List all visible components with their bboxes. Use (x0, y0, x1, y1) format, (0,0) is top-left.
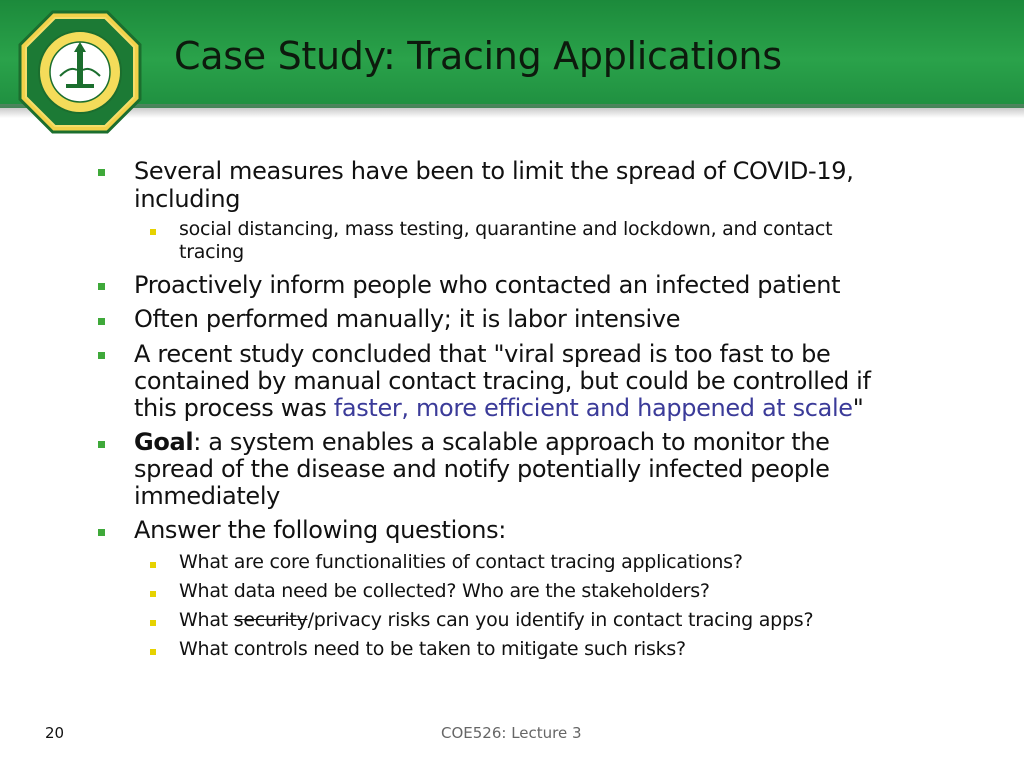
bullet-text: spread of the disease and notify potentially infected people (134, 455, 830, 483)
bullet-text: contained by manual contact tracing, but could be controlled if (134, 367, 871, 395)
bullet-text (134, 428, 830, 456)
bullet-text: Proactively inform people who contacted an infected patient (134, 271, 841, 299)
slide-title: Case Study: Tracing Applications (174, 34, 782, 78)
bullet-marker (98, 441, 105, 448)
struck-word: security (233, 609, 308, 631)
bullet-marker (98, 283, 105, 290)
bullet-text: A recent study concluded that "viral spread is too fast to be (134, 340, 831, 368)
sub-bullet-text: What data need be collected? Who are the stakeholders? (179, 580, 710, 602)
text-run: /privacy risks can you identify in contact tracing apps? (307, 609, 814, 631)
slide-number: 20 (45, 724, 65, 742)
sub-bullet-marker (150, 591, 156, 597)
text-run: What (179, 609, 234, 631)
bullet-marker (98, 529, 105, 536)
bullet-marker (98, 318, 105, 325)
bullet-text: immediately (134, 482, 280, 510)
bullet-text: Often performed manually; it is labor intensive (134, 305, 681, 333)
goal-label: Goal (134, 428, 194, 456)
sub-bullet-text: tracing (179, 241, 244, 263)
highlighted-quote: faster, more efficient and happened at scale (333, 394, 853, 422)
bullet-text (134, 394, 863, 422)
text-run: " (852, 394, 864, 422)
sub-bullet-text: What controls need to be taken to mitigate such risks? (179, 638, 686, 660)
bullet-marker (98, 352, 105, 359)
sub-bullet-marker (150, 620, 156, 626)
footer-course: COE526: Lecture 3 (441, 724, 582, 742)
bullet-marker (98, 169, 105, 176)
bullet-text: including (134, 185, 241, 213)
header-shadow (0, 104, 1024, 118)
sub-bullet-marker (150, 562, 156, 568)
text-run: this process was (134, 394, 334, 422)
bullet-text: Answer the following questions: (134, 516, 506, 544)
sub-bullet-marker (150, 649, 156, 655)
bullet-text: Several measures have been to limit the spread of COVID-19, (134, 157, 854, 185)
sub-bullet-text: social distancing, mass testing, quarantine and lockdown, and contact (179, 218, 833, 240)
sub-bullet-text: What are core functionalities of contact tracing applications? (179, 551, 743, 573)
sub-bullet-text (179, 609, 813, 632)
sub-bullet-marker (150, 229, 156, 235)
university-seal-logo (14, 6, 146, 138)
text-run: : a system enables a scalable approach to monitor the (193, 428, 830, 456)
